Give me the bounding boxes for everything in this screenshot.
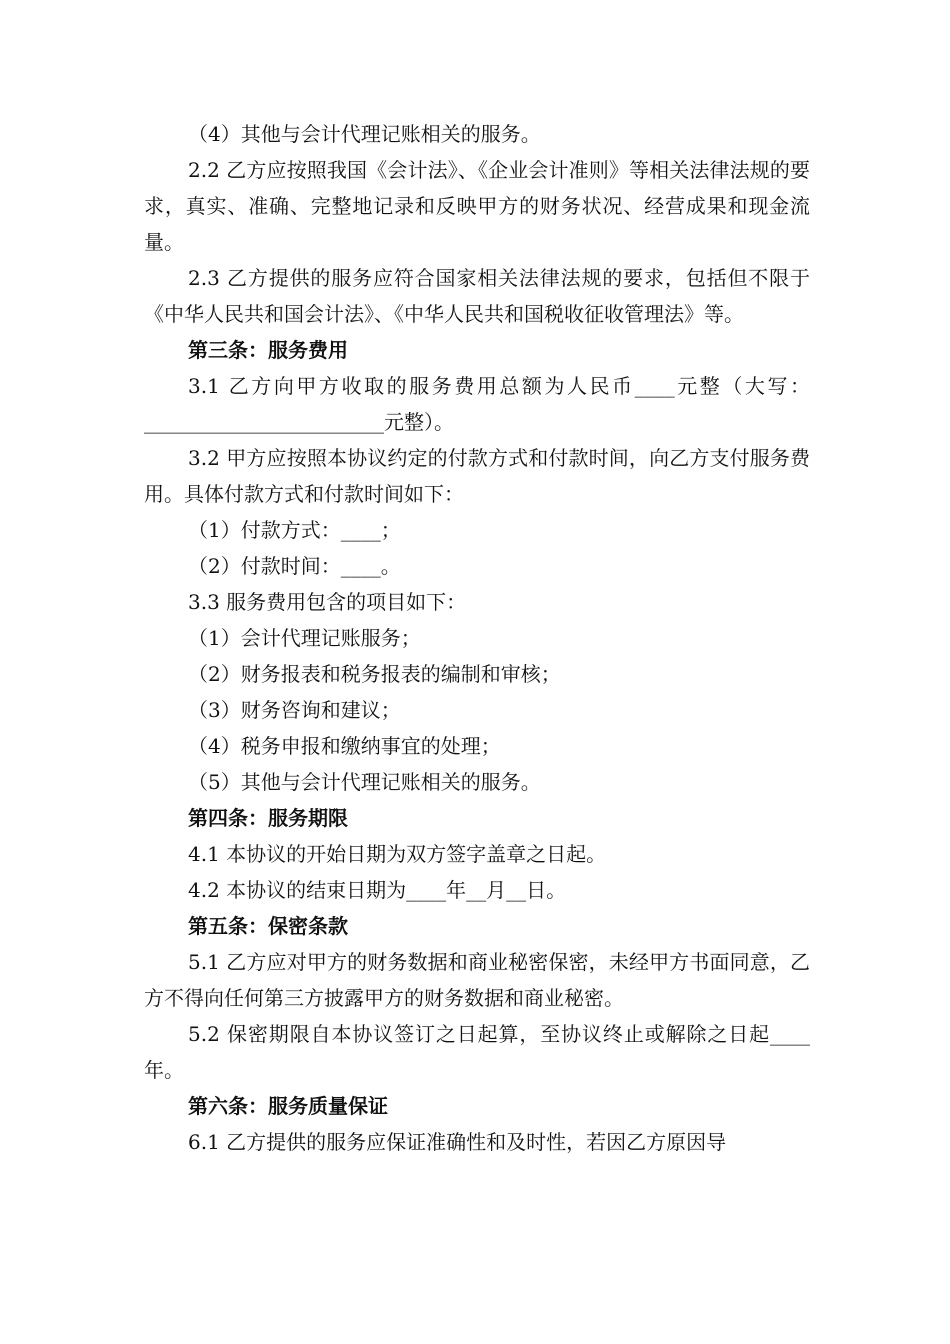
clause-2-3: 2.3 乙方提供的服务应符合国家相关法律法规的要求，包括但不限于《中华人民共和国会计法》、《中华人民共和国税收征收管理法》等。	[144, 266, 810, 326]
clause-3-2: 3.2 甲方应按照本协议约定的付款方式和付款时间，向乙方支付服务费用。具体付款方式和付款时间如下：	[144, 446, 810, 506]
clause-5-2: 5.2 保密期限自本协议签订之日起算，至协议终止或解除之日起____年。	[144, 1022, 810, 1082]
list-item: （4）税务申报和缴纳事宜的处理；	[188, 734, 501, 758]
list-item: （2）财务报表和税务报表的编制和审核；	[188, 662, 561, 686]
clause-5-1: 5.1 乙方应对甲方的财务数据和商业秘密保密，未经甲方书面同意，乙方不得向任何第三方披露甲方的财务数据和商业秘密。	[144, 950, 810, 1010]
clause-3-1: 3.1 乙方向甲方收取的服务费用总额为人民币____元整（大写：________________________元整）。	[144, 374, 810, 434]
list-item: （5）其他与会计代理记账相关的服务。	[188, 770, 541, 794]
clause-2-2: 2.2 乙方应按照我国《会计法》、《企业会计准则》等相关法律法规的要求，真实、准确、完整地记录和反映甲方的财务状况、经营成果和现金流量。	[144, 158, 810, 254]
list-item: （4）其他与会计代理记账相关的服务。	[188, 122, 541, 146]
section-heading-4: 第四条：服务期限	[188, 806, 348, 830]
section-heading-6: 第六条：服务质量保证	[188, 1094, 388, 1118]
clause-4-2: 4.2 本协议的结束日期为____年__月__日。	[188, 878, 567, 902]
section-heading-3: 第三条：服务费用	[188, 338, 348, 362]
clause-3-3: 3.3 服务费用包含的项目如下：	[188, 590, 467, 614]
document-page	[144, 116, 810, 1160]
section-heading-5: 第五条：保密条款	[188, 914, 348, 938]
list-item: （1）付款方式：____；	[188, 518, 401, 542]
list-item: （2）付款时间：____。	[188, 554, 401, 578]
list-item: （1）会计代理记账服务；	[188, 626, 421, 650]
list-item: （3）财务咨询和建议；	[188, 698, 401, 722]
clause-4-1: 4.1 本协议的开始日期为双方签字盖章之日起。	[188, 842, 607, 866]
clause-6-1: 6.1 乙方提供的服务应保证准确性和及时性，若因乙方原因导	[188, 1130, 727, 1154]
